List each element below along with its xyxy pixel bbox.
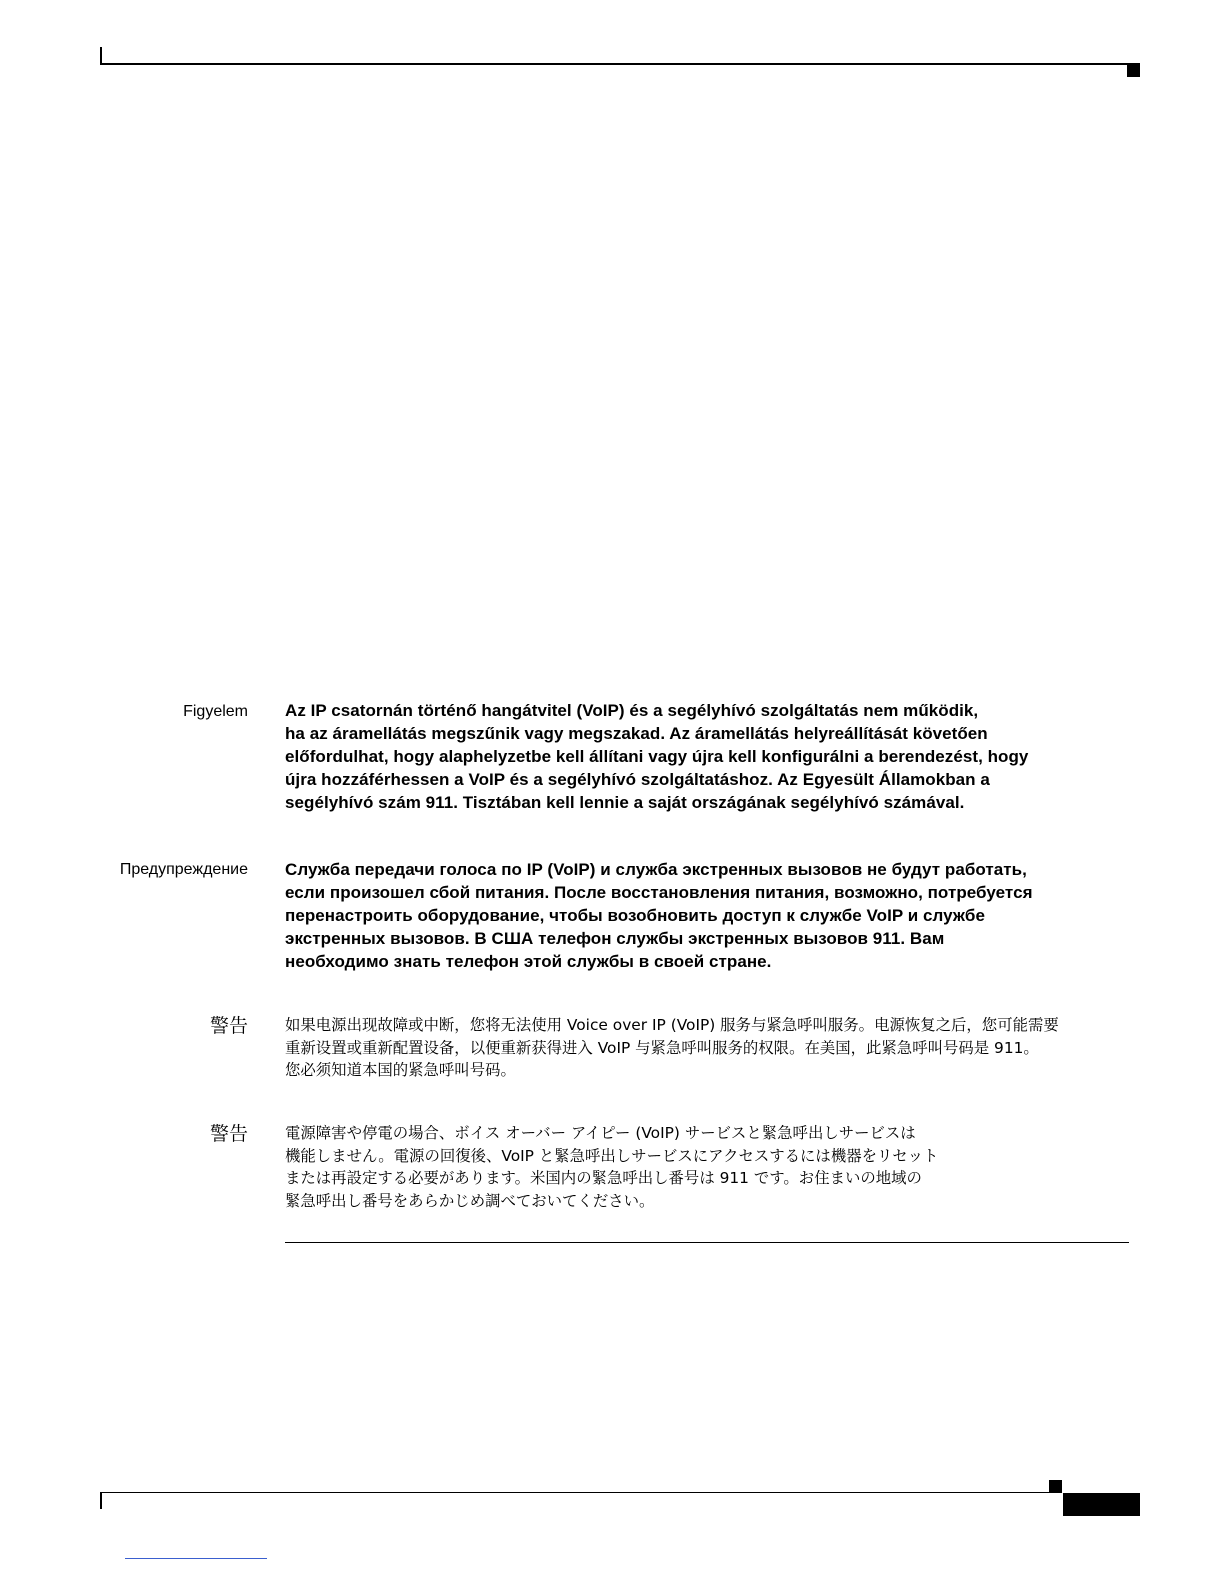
text-line: または再設定する必要があります。米国内の緊急呼出し番号は 911 です。お住まいの地域の xyxy=(285,1169,922,1187)
text-line: 機能しません。電源の回復後、VoIP と緊急呼出しサービスにアクセスするには機器をリセット xyxy=(285,1146,939,1165)
text-line: перенастроить оборудование, чтобы возобновить доступ к службе VoIP и службе xyxy=(285,906,985,925)
text-line: 重新设置或重新配置设备，以便重新获得进入 VoIP 与紧急呼叫服务的权限。在美国，此紧急呼叫号码是 911。 xyxy=(285,1038,1039,1057)
page-number-badge xyxy=(1063,1493,1140,1516)
footer-link-underline[interactable] xyxy=(125,1558,267,1559)
header-left-tick xyxy=(100,47,102,64)
text-line: ha az áramellátás megszűnik vagy megszakad. Az áramellátás helyreállítását követően xyxy=(285,724,988,743)
text-line: 您必须知道本国的紧急呼叫号码。 xyxy=(285,1061,516,1079)
text-line: 緊急呼出し番号をあらかじめ調べておいてください。 xyxy=(285,1191,655,1210)
warning-label-chinese: 警告 xyxy=(209,1016,248,1037)
text-line: 電源障害や停電の場合、ボイス オーバー アイピー (VoIP) サービスと緊急呼出しサービスは xyxy=(285,1124,916,1142)
text-line: segélyhívó szám 911. Tisztában kell lennie a saját országának segélyhívó számával. xyxy=(285,793,965,812)
warning-text-russian xyxy=(285,858,1135,973)
text-line: если произошел сбой питания. После восстановления питания, возможно, потребуется xyxy=(285,883,1033,902)
text-line: экстренных вызовов. В США телефон службы экстренных вызовов 911. Вам xyxy=(285,929,945,948)
text-line: 如果电源出现故障或中断，您将无法使用 Voice over IP (VoIP) 服务与紧急呼叫服务。电源恢复之后，您可能需要 xyxy=(285,1016,1059,1034)
text-line: Служба передачи голоса по IP (VoIP) и служба экстренных вызовов не будут работать, xyxy=(285,860,1027,879)
warning-text-hungarian xyxy=(285,699,1135,814)
warning-label-russian: Предупреждение xyxy=(119,861,248,878)
text-line: Az IP csatornán történő hangátvitel (VoIP) és a segélyhívó szolgáltatás nem működik, xyxy=(285,701,979,720)
section-end-rule xyxy=(285,1242,1129,1243)
warning-label-japanese: 警告 xyxy=(209,1124,248,1145)
warning-text-chinese xyxy=(285,1014,1135,1082)
text-line: előfordulhat, hogy alaphelyzetbe kell állítani vagy újra kell konfigurálni a berendezést, hogy xyxy=(285,747,1029,766)
footer-rule xyxy=(100,1492,1062,1493)
header-corner-square xyxy=(1127,64,1140,77)
text-line: újra hozzáférhessen a VoIP és a segélyhívó szolgáltatáshoz. Az Egyesült Államokban a xyxy=(285,770,990,789)
header-rule xyxy=(100,63,1140,65)
text-line: необходимо знать телефон этой службы в своей стране. xyxy=(285,952,772,971)
footer-left-tick xyxy=(100,1492,102,1509)
warning-text-japanese xyxy=(285,1122,1135,1212)
warning-label-hungarian: Figyelem xyxy=(183,703,248,720)
